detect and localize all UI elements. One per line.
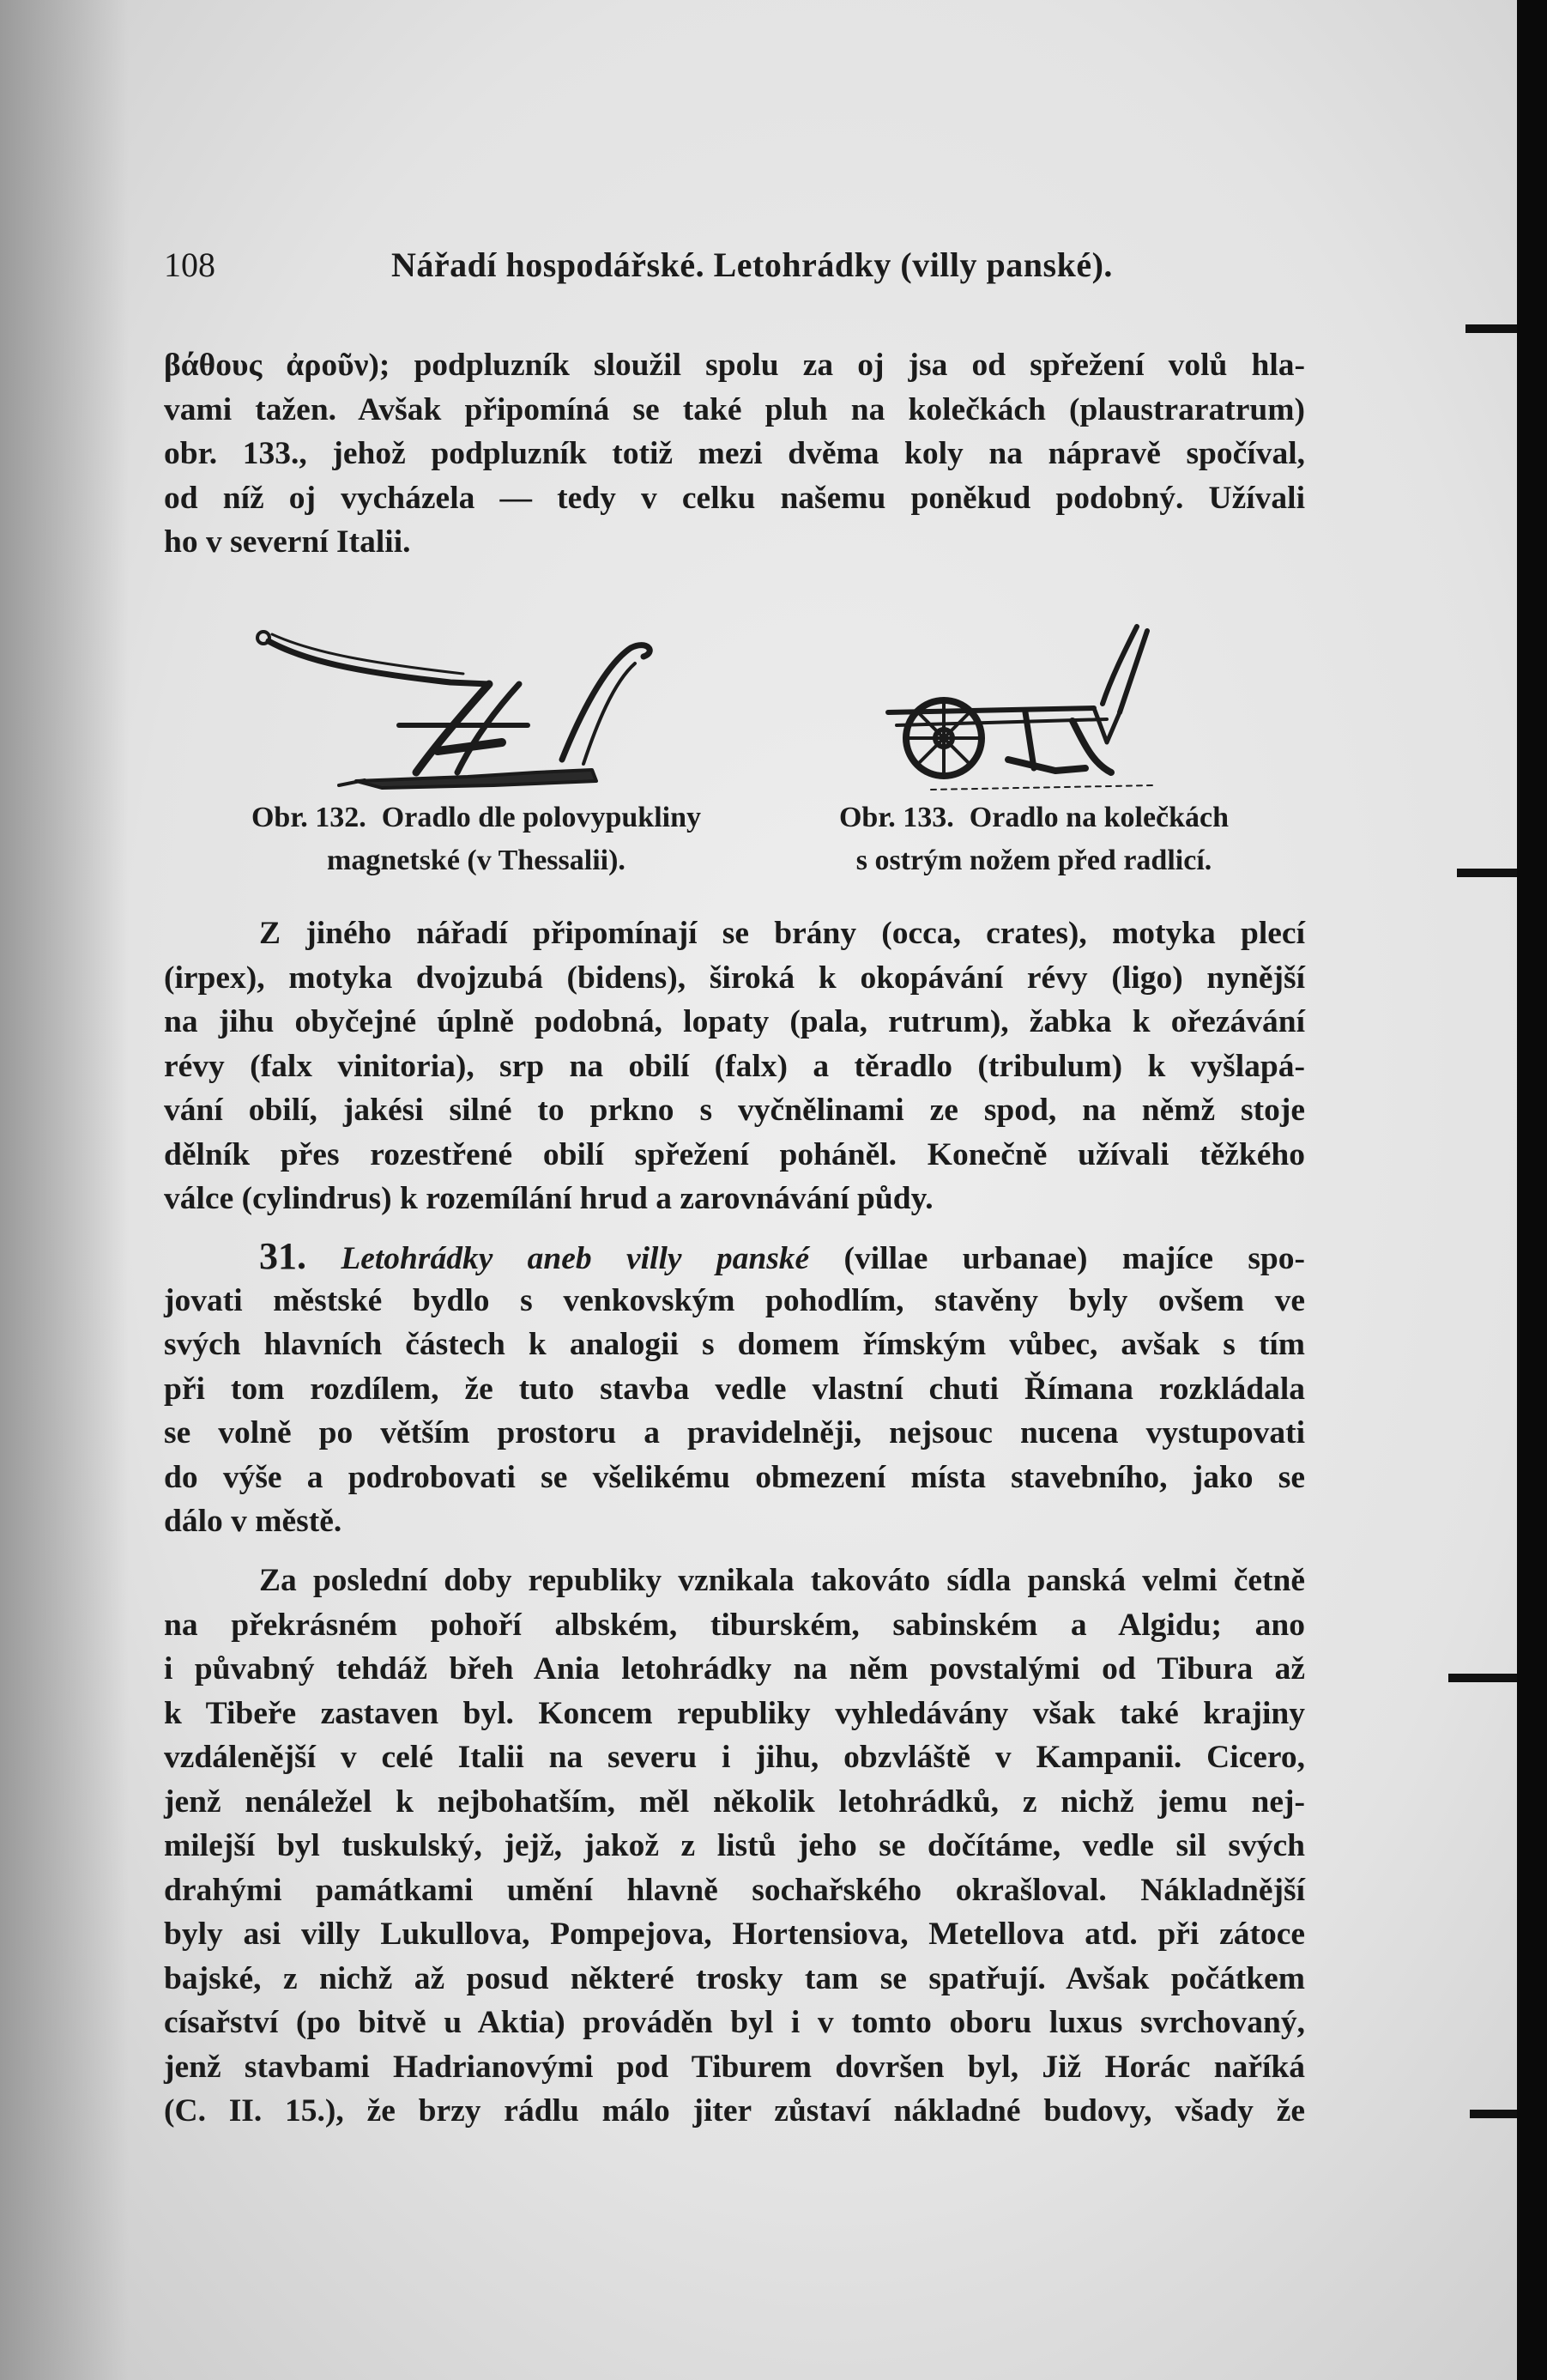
caption-text: Oradlo dle polovypukliny (381, 802, 702, 833)
text-line: révy (falx vinitoria), srp na obilí (falx) a těradlo (tribulum) k vyšlapá- (164, 1048, 1305, 1084)
text-line: drahými památkami umění hlavně sochařského okrašloval. Nákladnější (164, 1872, 1305, 1908)
paragraph-1 (164, 343, 1305, 565)
caption-text: Oradlo na kolečkách (969, 802, 1230, 833)
text-line: na překrásném pohoří albském, tiburském, sabinském a Algidu; ano (164, 1607, 1305, 1643)
text-line: svých hlavních částech k analogii s domem římským vůbec, avšak s tím (164, 1327, 1305, 1362)
section-title: Letohrádky aneb villy panské (341, 1241, 810, 1276)
text-line: milejší byl tuskulský, jejž, jakož z listů jeho se dočítáme, vedle sil svých (164, 1828, 1305, 1863)
figure-label: Obr. 133. (838, 802, 954, 833)
text-line: jenž nenáležel k nejbohatším, měl několik letohrádků, z nichž jemu nej- (164, 1783, 1305, 1820)
paragraph-2 (164, 911, 1305, 1221)
plough-drawing (253, 622, 699, 794)
caption-line: s ostrým nožem před radlicí. (855, 845, 1212, 876)
section-number: 31. (259, 1235, 306, 1277)
text-line: do výše a podrobovati se všelikému obmezení místa stavebního, jako se (164, 1459, 1305, 1495)
figure-caption (794, 796, 1274, 882)
running-head (164, 242, 1305, 288)
text-line: i půvabný tehdáž břeh Ania letohrádky na něm povstalými od Tibura až (164, 1651, 1305, 1687)
text-line: k Tibeře zastaven byl. Koncem republiky vyhledávány však také krajiny (164, 1695, 1305, 1731)
wheeled-plough-drawing (879, 618, 1188, 798)
text-line: vání obilí, jakési silné to prkno s vyčnělinami ze spod, na němž stoje (164, 1093, 1305, 1128)
running-head-title: Nářadí hospodářské. Letohrádky (villy panské). (391, 245, 1113, 284)
text-line: dálo v městě. (164, 1504, 342, 1539)
text-line: vami tažen. Avšak připomíná se také pluh na kolečkách (plaustraratrum) (164, 391, 1305, 427)
text-line: při tom rozdílem, že tuto stavba vedle vlastní chuti Římana rozkládala (164, 1371, 1305, 1407)
caption-line (210, 796, 742, 839)
text-line: jenž stavbami Hadrianovými pod Tiburem dovršen byl, Již Horác naříká (164, 2049, 1305, 2085)
margin-mark (1457, 869, 1517, 877)
text-line: βάθους ἀροῦν); podpluzník sloužil spolu za oj jsa od spřežení volů hla- (164, 348, 1305, 383)
text-line: na jihu obyčejné úplně podobná, lopaty (pala, rutrum), žabka k ořezávání (164, 1004, 1305, 1039)
text-line: císařství (po bitvě u Aktia) prováděn byl i v tomto oboru luxus svrchovaný, (164, 2005, 1305, 2040)
figure-caption (210, 796, 742, 882)
caption-line: magnetské (v Thessalii). (327, 845, 625, 876)
text-line: jovati městské bydlo s venkovským pohodlím, stavěny byly ovšem ve (164, 1282, 1305, 1318)
margin-mark (1448, 1674, 1517, 1682)
margin-mark (1465, 324, 1517, 333)
section-31 (164, 1234, 1305, 1544)
text-line: (irpex), motyka dvojzubá (bidens), široká k okopávání révy (ligo) nynější (164, 960, 1305, 996)
paragraph-4 (164, 1559, 1305, 2134)
text-line: bajské, z nichž až posud některé trosky tam se spatřují. Avšak počátkem (164, 1960, 1305, 1996)
text-line: ho v severní Italii. (164, 524, 411, 560)
text-line: od níž oj vycházela — tedy v celku našemu poněkud podobný. Užívali (164, 480, 1305, 516)
text-line: Za poslední doby republiky vznikala takováto sídla panská velmi četně (259, 1563, 1305, 1598)
section-line-rest: (villae urbanae) majíce spo- (843, 1241, 1306, 1276)
text-line: se volně po větším prostoru a pravidelněji, nejsouc nucena vystupovati (164, 1415, 1305, 1450)
text-line: dělník přes rozestřené obilí spřežení poháněl. Konečně užívali těžkého (164, 1136, 1305, 1172)
text-line: vzdálenější v celé Italii na severu i jihu, obzvláště v Kampanii. Cicero, (164, 1740, 1305, 1775)
margin-mark (1470, 2110, 1517, 2118)
page-number: 108 (164, 245, 215, 284)
text-line: válce (cylindrus) k rozemílání hrud a zarovnávání půdy. (164, 1181, 934, 1216)
text-line: Z jiného nářadí připomínají se brány (occa, crates), motyka plecí (259, 916, 1305, 951)
text-line: obr. 133., jehož podpluzník totiž mezi dvěma koly na nápravě spočíval, (164, 436, 1305, 471)
text-line: (C. II. 15.), že brzy rádlu málo jiter zůstaví nákladné budovy, všady že (164, 2093, 1305, 2129)
caption-line (794, 796, 1274, 839)
section-heading-line (164, 1234, 1305, 1279)
figure-label: Obr. 132. (251, 802, 366, 833)
text-line: byly asi villy Lukullova, Pompejova, Hortensiova, Metellova atd. při zátoce (164, 1917, 1305, 1952)
